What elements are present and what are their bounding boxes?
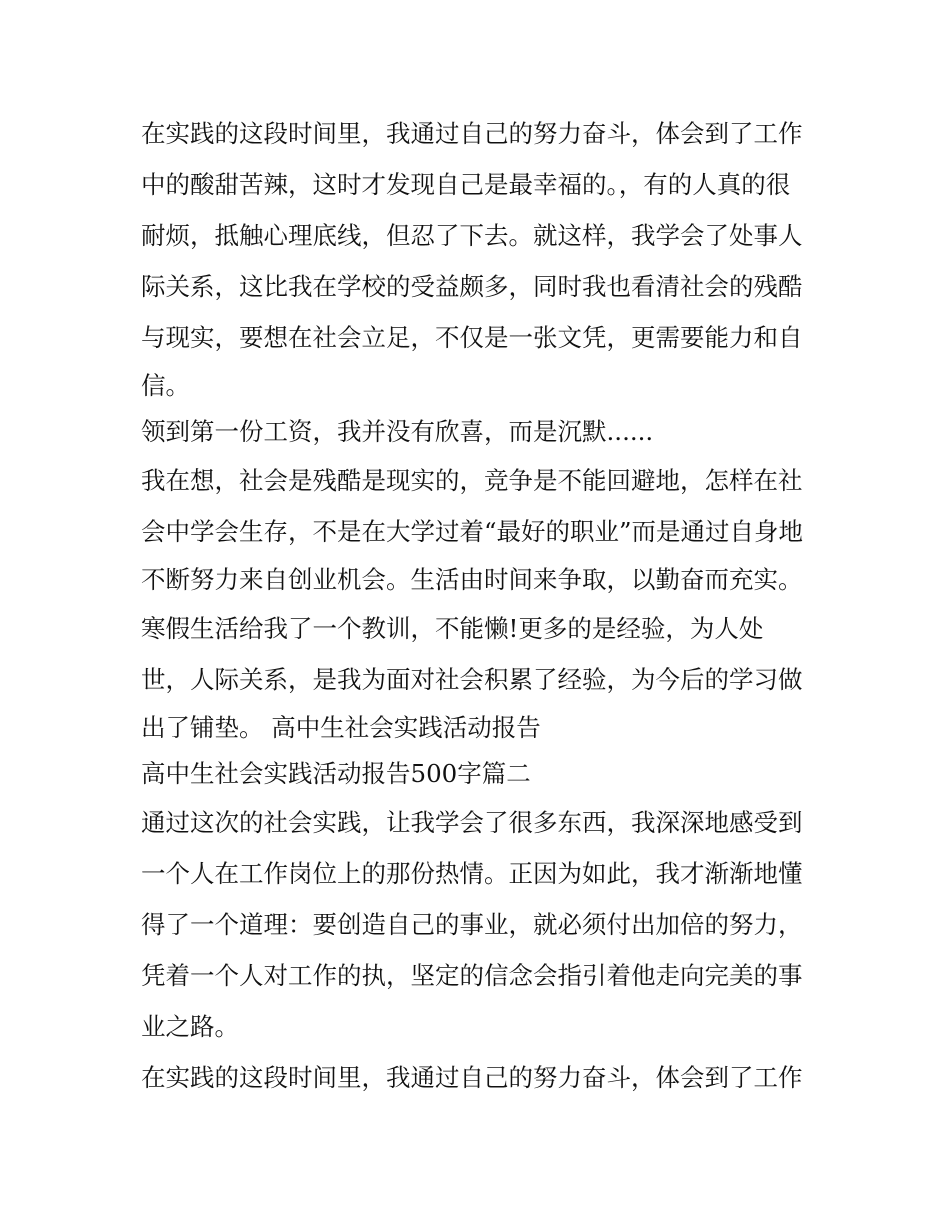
- text-line: 领到第一份工资，我并没有欣喜，而是沉默......: [141, 417, 654, 446]
- document-body: [141, 108, 821, 1103]
- text-line: 中的酸甜苦辣，这时才发现自己是最幸福的。，有的人真的很: [141, 170, 791, 199]
- text-line: 世，人际关系，是我为面对社会积累了经验，为今后的学习做: [141, 665, 803, 694]
- section-heading: 高中生社会实践活动报告500字篇二: [141, 759, 531, 788]
- text-line: 信。: [141, 371, 190, 400]
- text-line: 得了一个道理：要创造自己的事业，就必须付出加倍的努力，: [141, 910, 803, 939]
- text-line: 通过这次的社会实践，让我学会了很多东西，我深深地感受到: [141, 808, 803, 837]
- text-line: 际关系，这比我在学校的受益颇多，同时我也看清社会的残酷: [141, 272, 803, 301]
- text-line: 业之路。: [141, 1012, 239, 1041]
- text-line: 出了铺垫。 高中生社会实践活动报告: [141, 713, 541, 742]
- text-line: 在实践的这段时间里，我通过自己的努力奋斗，体会到了工作: [141, 119, 803, 148]
- text-line: 耐烦，抵触心理底线，但忍了下去。就这样，我学会了处事人: [141, 221, 803, 250]
- text-line: 在实践的这段时间里，我通过自己的努力奋斗，体会到了工作: [141, 1063, 803, 1092]
- text-line: 寒假生活给我了一个教训，不能懒!更多的是经验，为人处: [141, 614, 764, 643]
- text-line: 一个人在工作岗位上的那份热情。正因为如此，我才渐渐地懂: [141, 859, 803, 888]
- text-line: 与现实，要想在社会立足，不仅是一张文凭，更需要能力和自: [141, 323, 803, 352]
- text-line: 我在想，社会是残酷是现实的，竞争是不能回避地，怎样在社: [141, 466, 803, 495]
- text-line: 凭着一个人对工作的执，坚定的信念会指引着他走向完美的事: [141, 961, 803, 990]
- text-line: 会中学会生存，不是在大学过着“最好的职业”而是通过自身地: [141, 517, 804, 546]
- text-line: 不断努力来自创业机会。生活由时间来争取，以勤奋而充实。: [141, 565, 803, 594]
